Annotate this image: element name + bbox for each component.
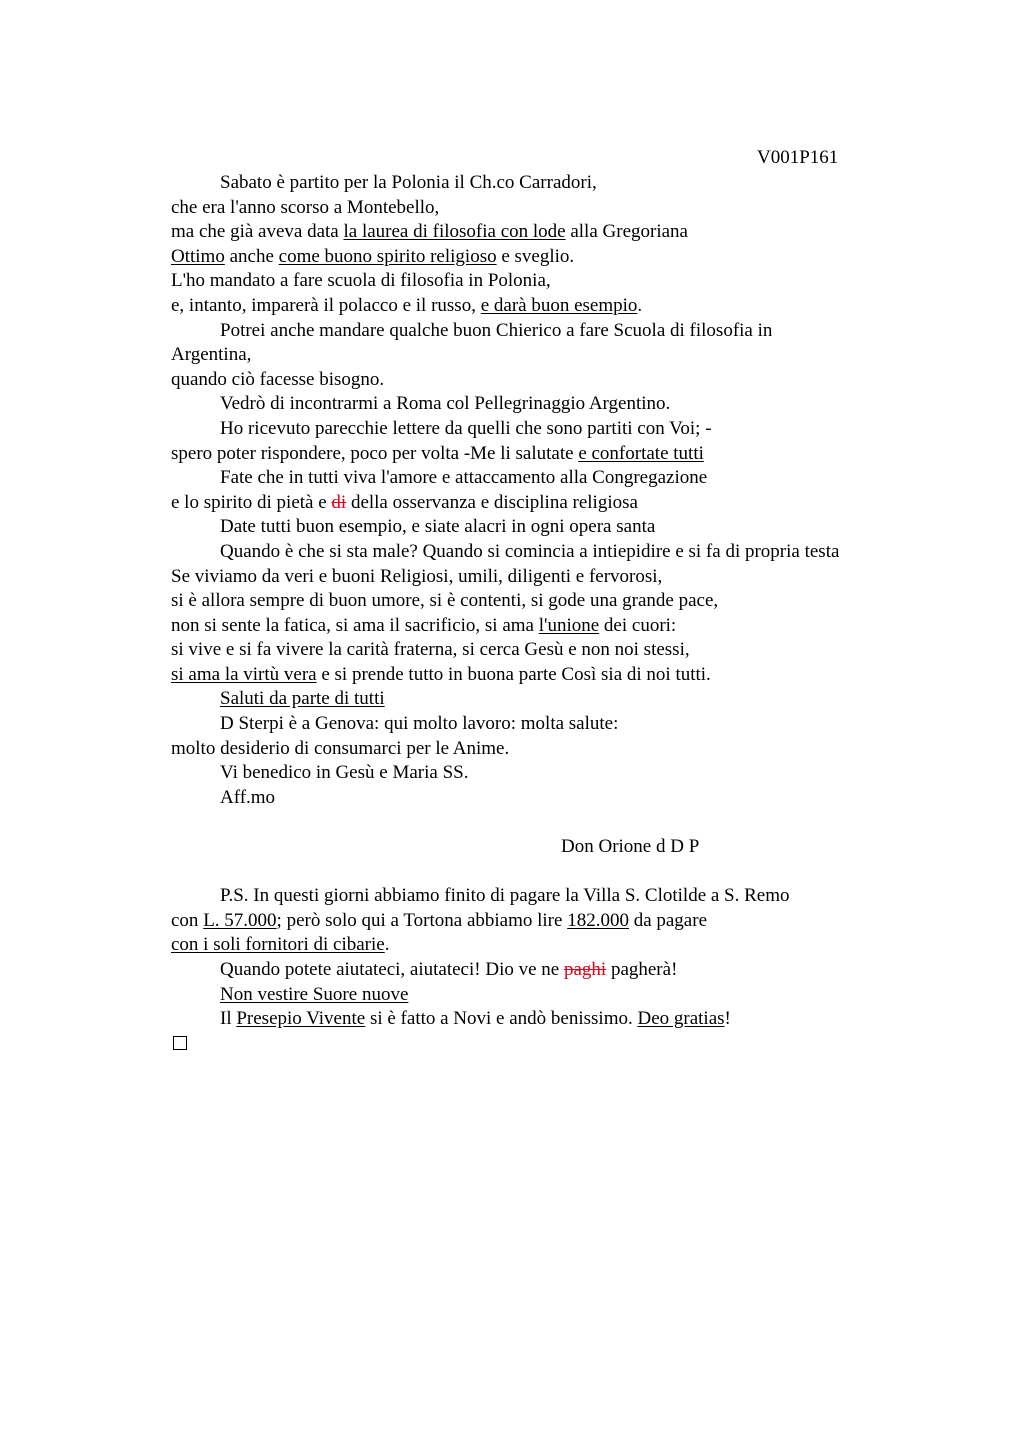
underlined-text: la laurea di filosofia con lode <box>343 221 566 243</box>
text-line <box>171 392 911 417</box>
text-line <box>171 245 911 270</box>
text-span: ! <box>724 1008 731 1030</box>
text-span: Se viviamo da veri e buoni Religiosi, umili, diligenti e fervorosi, <box>171 565 663 587</box>
underlined-text: Ottimo <box>171 245 225 267</box>
text-span: con <box>171 909 204 931</box>
blank-line <box>171 860 911 885</box>
text-span: ; però solo qui a Tortona abbiamo lire <box>276 909 568 931</box>
text-span: e lo spirito di pietà e <box>171 491 332 513</box>
text-line <box>171 491 911 516</box>
text-span: Fate che in tutti viva l'amore e attaccamento alla Congregazione <box>220 467 708 489</box>
underlined-text: come buono spirito religioso <box>278 245 497 267</box>
text-span: spero poter rispondere, poco per volta -Me li salutate <box>171 442 579 464</box>
text-span: dei cuori: <box>599 614 677 636</box>
underlined-text: e confortate tutti <box>578 442 704 464</box>
text-line <box>171 220 911 245</box>
text-span: . <box>384 934 390 956</box>
text-line <box>171 565 911 590</box>
text-line <box>171 515 911 540</box>
underlined-text: 182.000 <box>567 909 629 931</box>
text-span: che era l'anno scorso a Montebello, <box>171 196 440 218</box>
text-span: P.S. In questi giorni abbiamo finito di pagare la Villa S. Clotilde a S. Remo <box>220 885 790 907</box>
deleted-text: paghi <box>563 959 607 980</box>
text-span: Quando è che si sta male? Quando si comincia a intiepidire e si fa di propria testa <box>220 540 840 562</box>
text-span: pagherà! <box>606 959 678 980</box>
text-line <box>171 1032 911 1057</box>
deleted-text: di <box>331 491 347 513</box>
text-line <box>171 687 911 712</box>
text-span: quando ciò facesse bisogno. <box>171 368 385 390</box>
text-span: L'ho mandato a fare scuola di filosofia in Polonia, <box>171 270 551 292</box>
text-span: anche <box>224 245 279 267</box>
text-span: Il <box>220 1008 237 1030</box>
text-span: Aff.mo <box>220 786 276 808</box>
text-line <box>171 663 911 688</box>
text-line <box>171 983 911 1008</box>
text-line <box>171 712 911 737</box>
text-line <box>171 909 911 934</box>
text-line <box>171 368 911 393</box>
text-span: da pagare <box>628 909 707 931</box>
text-span: Vedrò di incontrarmi a Roma col Pellegrinaggio Argentino. <box>220 393 671 415</box>
text-line <box>171 269 911 294</box>
text-span: Argentina, <box>171 344 252 366</box>
underlined-text: l'unione <box>538 614 600 636</box>
text-line <box>171 638 911 663</box>
text-line <box>171 294 911 319</box>
text-line <box>171 171 911 196</box>
text-span: si è allora sempre di buon umore, si è contenti, si gode una grande pace, <box>171 590 719 612</box>
text-span: non si sente la fatica, si ama il sacrificio, si ama <box>171 614 539 636</box>
text-line <box>171 196 911 221</box>
reference-code: V001P161 <box>757 147 839 168</box>
text-line <box>171 442 911 467</box>
blank-line <box>171 810 911 835</box>
text-line <box>171 1007 911 1032</box>
text-span: molto desiderio di consumarci per le Anime. <box>171 737 510 759</box>
text-span: Quando potete aiutateci, aiutateci! Dio ve ne <box>220 959 564 980</box>
text-span: Ho ricevuto parecchie lettere da quelli che sono partiti con Voi; - <box>220 417 712 439</box>
text-line <box>171 466 911 491</box>
text-span: della osservanza e disciplina religiosa <box>346 491 638 513</box>
letter-body <box>171 171 911 1056</box>
text-span: Date tutti buon esempio, e siate alacri in ogni opera santa <box>220 516 656 538</box>
underlined-text: Non vestire Suore nuove <box>220 983 409 1005</box>
underlined-text: Presepio Vivente <box>236 1008 366 1030</box>
text-span: Potrei anche mandare qualche buon Chierico a fare Scuola di filosofia in <box>220 319 773 341</box>
text-span: Sabato è partito per la Polonia il Ch.co Carradori, <box>220 172 597 193</box>
text-line <box>171 884 911 909</box>
text-span: si vive e si fa vivere la carità fraterna, si cerca Gesù e non noi stessi, <box>171 639 690 661</box>
text-line <box>171 540 911 565</box>
text-span: Vi benedico in Gesù e Maria SS. <box>220 762 469 784</box>
signature-line <box>171 835 911 860</box>
text-span: e, intanto, imparerà il polacco e il russo, <box>171 294 481 316</box>
underlined-text: con i soli fornitori di cibarie <box>171 934 385 956</box>
text-line <box>171 319 911 344</box>
text-span: e sveglio. <box>496 245 575 267</box>
underlined-text: si ama la virtù vera <box>171 663 317 685</box>
signature: Don Orione d D P <box>561 836 700 858</box>
text-span: D Sterpi è a Genova: qui molto lavoro: molta salute: <box>220 713 619 735</box>
text-span: alla Gregoriana <box>565 221 688 243</box>
text-line <box>171 343 911 368</box>
underlined-text: e darà buon esempio <box>480 294 638 316</box>
underlined-text: L. 57.000 <box>203 909 277 931</box>
text-line <box>171 737 911 762</box>
text-span: si è fatto a Novi e andò benissimo. <box>365 1008 638 1030</box>
text-line <box>171 786 911 811</box>
underlined-text: Saluti da parte di tutti <box>220 688 385 710</box>
checkbox-square-icon <box>173 1036 187 1050</box>
underlined-text: Deo gratias <box>637 1008 725 1030</box>
text-line <box>171 761 911 786</box>
text-span: ma che già aveva data <box>171 221 344 243</box>
text-span: . <box>637 294 643 316</box>
text-line <box>171 589 911 614</box>
text-line <box>171 614 911 639</box>
text-line <box>171 417 911 442</box>
text-span: e si prende tutto in buona parte Così sia di noi tutti. <box>316 663 711 685</box>
text-line <box>171 958 911 983</box>
text-line <box>171 933 911 958</box>
